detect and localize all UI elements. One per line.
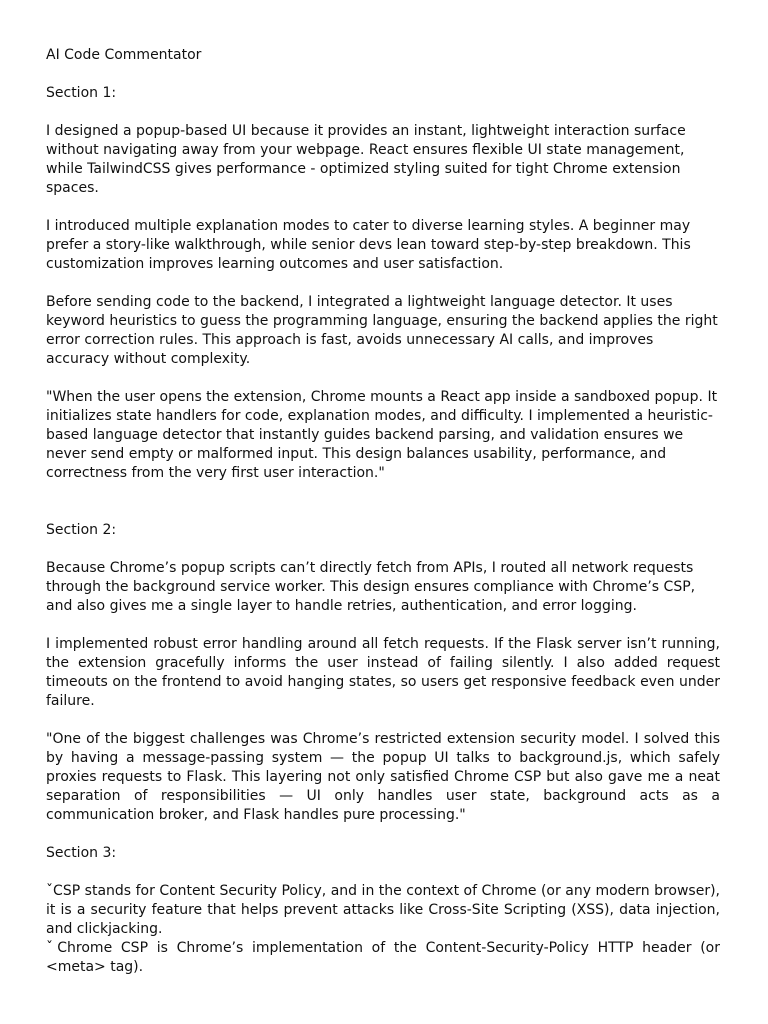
section-2-paragraph-2: I implemented robust error handling around all fetch requests. If the Flask server isn’t running, the extension gracefully informs the user instead of failing silently. I also added request timeouts on the frontend to avoid hanging states, so users get responsive feedback even under failure. [46, 636, 720, 709]
document-page [46, 46, 720, 977]
section-3-paragraph-1: ˇCSP stands for Content Security Policy, and in the context of Chrome (or any modern browser), it is a security feature that helps prevent attacks like Cross-Site Scripting (XSS), data injection, and clickjacking. [46, 883, 720, 937]
section-1-heading: Section 1: [46, 85, 117, 101]
section-1-paragraph-1: I designed a popup-based UI because it provides an instant, lightweight interaction surface without navigating away from your webpage. React ensures flexible UI state management, while TailwindCSS gives performance - optimized styling suited for tight Chrome extension spaces. [46, 123, 686, 196]
section-1-paragraph-2: I introduced multiple explanation modes to cater to diverse learning styles. A beginner may prefer a story-like walkthrough, while senior devs lean toward step-by-step breakdown. This customization improves learning outcomes and user satisfaction. [46, 218, 691, 272]
section-2-paragraph-1: Because Chrome’s popup scripts can’t directly fetch from APIs, I routed all network requests through the background service worker. This design ensures compliance with Chrome’s CSP, and also gives me a single layer to handle retries, authentication, and error logging. [46, 560, 696, 614]
section-2-quote: "One of the biggest challenges was Chrome’s restricted extension security model. I solved this by having a message-passing system — the popup UI talks to background.js, which safely proxies requests to Flask. This layering not only satisfied Chrome CSP but also gave me a neat separation of responsibilities — UI only handles user state, background acts as a communication broker, and Flask handles pure processing." [46, 731, 720, 823]
section-3-heading: Section 3: [46, 845, 117, 861]
document-title: AI Code Commentator [46, 47, 202, 63]
section-3-paragraph-2: ˇChrome CSP is Chrome’s implementation of the Content-Security-Policy HTTP header (or <meta> tag). [46, 940, 720, 975]
section-1-quote: "When the user opens the extension, Chrome mounts a React app inside a sandboxed popup. It initializes state handlers for code, explanation modes, and difficulty. I implemented a heuristic-based language detector that instantly guides backend parsing, and validation ensures we never send empty or malformed input. This design balances usability, performance, and correctness from the very first user interaction." [46, 389, 718, 481]
section-1-paragraph-3: Before sending code to the backend, I integrated a lightweight language detector. It uses keyword heuristics to guess the programming language, ensuring the backend applies the right error correction rules. This approach is fast, avoids unnecessary AI calls, and improves accuracy without complexity. [46, 294, 718, 367]
section-2-heading: Section 2: [46, 522, 117, 538]
